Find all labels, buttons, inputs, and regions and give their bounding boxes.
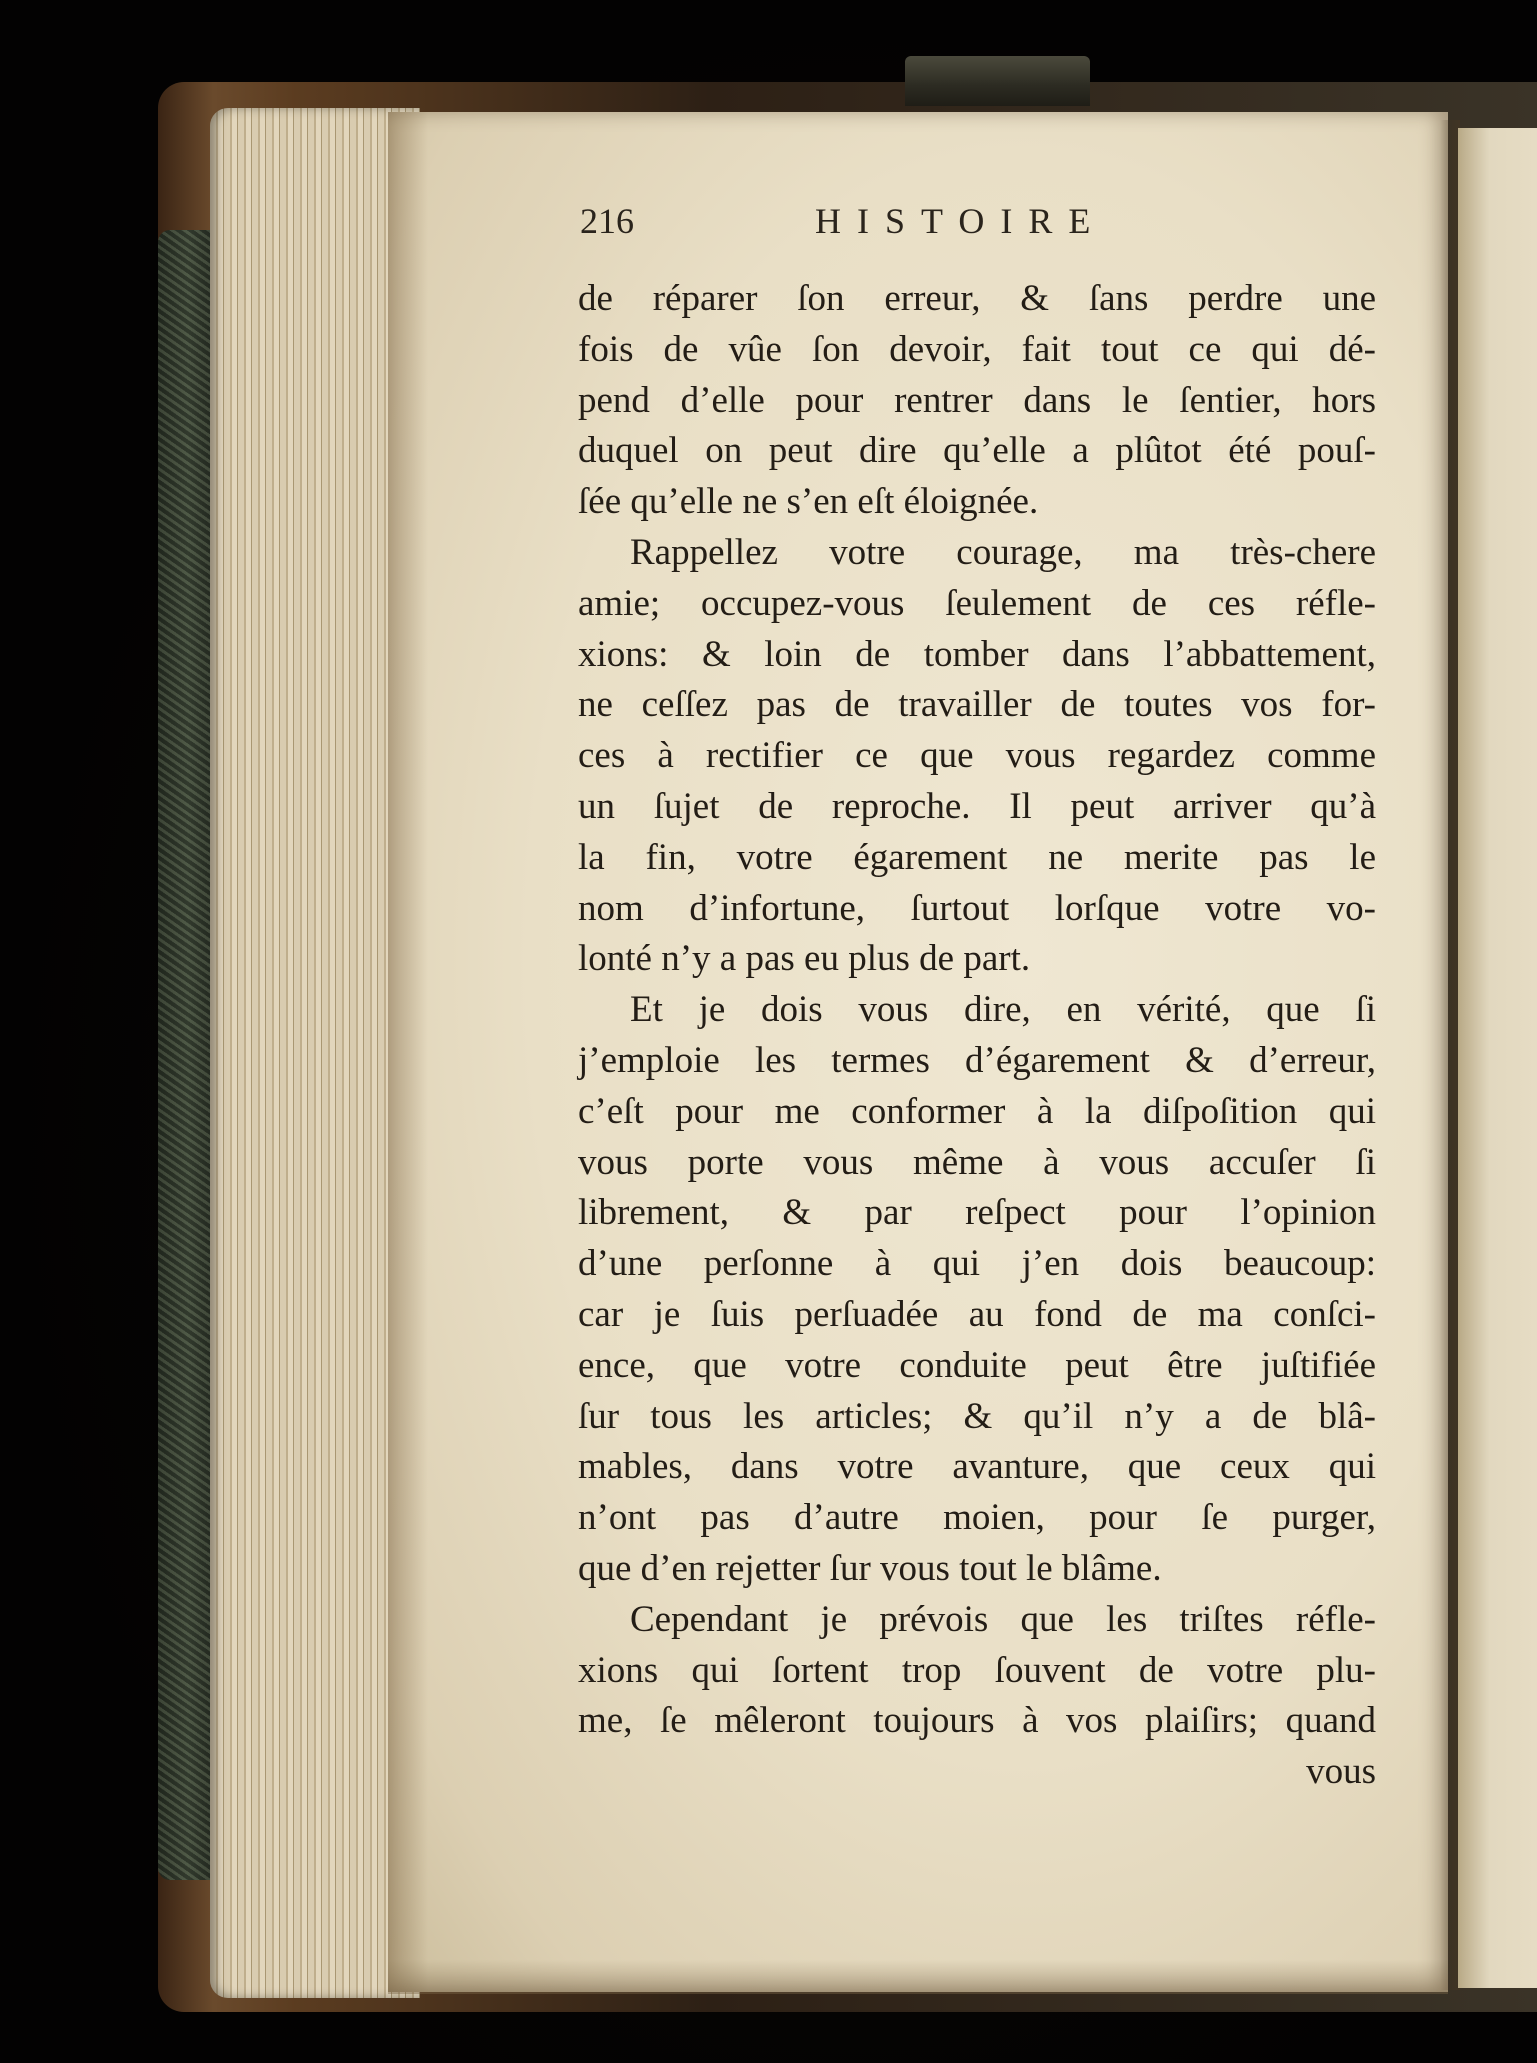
text-line: la fin, votre égarement ne merite pas le — [578, 836, 1376, 878]
text-line: Rappellez votre courage, ma très-chere — [630, 531, 1376, 573]
text-line: duquel on peut dire qu’elle a plûtot été pouſ- — [578, 430, 1376, 472]
text-line: n’ont pas d’autre moien, pour ſe purger, — [578, 1497, 1376, 1539]
text-line: ne ceſſez pas de travailler de toutes vos for- — [578, 684, 1376, 726]
facing-page — [1458, 128, 1537, 1988]
text-line: d’une perſonne à qui j’en dois beaucoup: — [578, 1243, 1376, 1285]
text-line: librement, & par reſpect pour l’opinion — [578, 1192, 1376, 1234]
text-line: car je ſuis perſuadée au fond de ma conſci- — [578, 1293, 1376, 1335]
text-line: pend d’elle pour rentrer dans le ſentier, hors — [578, 379, 1376, 421]
text-line: de réparer ſon erreur, & ſans perdre une — [578, 278, 1376, 319]
page-shadow — [388, 112, 428, 1992]
page-header — [580, 200, 1380, 260]
page-body — [578, 274, 1376, 1798]
text-line: que d’en rejetter ſur vous tout le blâme. — [578, 1547, 1162, 1589]
text-line: xions qui ſortent trop ſouvent de votre plu- — [578, 1649, 1376, 1691]
running-head: HISTOIRE — [815, 201, 1107, 241]
text-line: fois de vûe ſon devoir, fait tout ce qui dé- — [578, 328, 1376, 370]
text-line: lonté n’y a pas eu plus de part. — [578, 938, 1031, 980]
marbled-spine — [158, 230, 218, 1880]
binding-clasp — [905, 56, 1090, 106]
text-line: nom d’infortune, ſurtout lorſque votre vo- — [578, 887, 1376, 929]
page-bottom-edge — [388, 1960, 1448, 1994]
text-line: ſur tous les articles; & qu’il n’y a de blâ- — [578, 1395, 1376, 1437]
text-line: un ſujet de reproche. Il peut arriver qu’à — [578, 785, 1376, 827]
text-line: xions: & loin de tomber dans l’abbattement, — [578, 633, 1376, 675]
text-line: ence, que votre conduite peut être juſtifiée — [578, 1344, 1376, 1386]
page-number: 216 — [580, 201, 634, 241]
text-line: mables, dans votre avanture, que ceux qui — [578, 1446, 1376, 1488]
text-line: c’eſt pour me conformer à la diſpoſition qui — [578, 1090, 1376, 1132]
text-line: ces à rectifier ce que vous regardez comme — [578, 735, 1376, 777]
text-line: Et je dois vous dire, en vérité, que ſi — [630, 989, 1376, 1031]
text-line: me, ſe mêleront toujours à vos plaiſirs; quand — [578, 1700, 1376, 1742]
text-line: ſée qu’elle ne s’en eſt éloignée. — [578, 481, 1039, 523]
catchword: vous — [1306, 1751, 1376, 1793]
text-line: j’emploie les termes d’égarement & d’erreur, — [578, 1039, 1376, 1081]
text-line: vous porte vous même à vous accuſer ſi — [578, 1141, 1376, 1183]
text-line: amie; occupez-vous ſeulement de ces réfle- — [578, 582, 1376, 624]
book-gutter — [1440, 120, 1460, 1990]
text-line: Cependant je prévois que les triſtes réfle- — [630, 1598, 1376, 1640]
